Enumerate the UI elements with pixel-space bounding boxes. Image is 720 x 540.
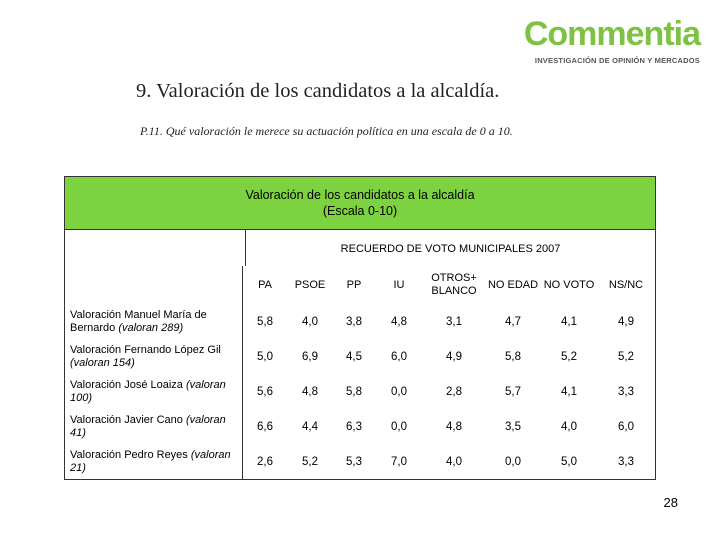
question-text: P.11. Qué valoración le merece su actuación política en una escala de 0 a 10. xyxy=(140,124,513,138)
table-cell: 4,4 xyxy=(302,420,318,433)
page-number: 28 xyxy=(663,495,678,510)
row-label-sample: (valoran 100) xyxy=(70,378,226,404)
table-cell: 4,8 xyxy=(446,420,462,433)
table-cell: 7,0 xyxy=(391,455,407,468)
table-cell: 2,8 xyxy=(446,385,462,398)
table-body xyxy=(65,266,655,479)
column-header: PA xyxy=(258,278,272,291)
table-cell: 4,0 xyxy=(561,420,577,433)
table-cell: 5,2 xyxy=(561,350,577,363)
page-title: 9. Valoración de los candidatos a la alcaldía. xyxy=(136,80,500,102)
logo-tagline: INVESTIGACIÓN DE OPINIÓN Y MERCADOS xyxy=(534,56,700,65)
table-cell: 0,0 xyxy=(505,455,521,468)
row-label-text: Valoración Manuel María de Bernardo xyxy=(70,308,207,334)
table-cell: 4,9 xyxy=(618,315,634,328)
table-header xyxy=(65,177,655,230)
row-label xyxy=(65,339,242,374)
table-title: Valoración de los candidatos a la alcaldía xyxy=(245,188,475,202)
row-label-text: Valoración Javier Cano xyxy=(70,413,186,426)
table-cell: 5,8 xyxy=(257,315,273,328)
row-label xyxy=(65,409,242,444)
table-cell: 5,3 xyxy=(346,455,362,468)
table-cell: 4,5 xyxy=(346,350,362,363)
column-header-row xyxy=(243,266,655,304)
column-header: PSOE xyxy=(294,278,326,291)
ratings-table xyxy=(64,176,656,480)
table-cell: 6,3 xyxy=(346,420,362,433)
table-cell: 5,2 xyxy=(618,350,634,363)
table-cell: 4,1 xyxy=(561,385,577,398)
table-cell: 3,3 xyxy=(618,455,634,468)
table-cell: 6,0 xyxy=(391,350,407,363)
table-cell: 4,0 xyxy=(446,455,462,468)
row-label xyxy=(65,374,242,409)
table-cell: 5,8 xyxy=(505,350,521,363)
table-cell: 0,0 xyxy=(391,385,407,398)
table-scale: (Escala 0-10) xyxy=(322,204,398,218)
row-label xyxy=(65,444,242,479)
company-logo xyxy=(524,14,700,65)
row-label-text: Valoración Fernando López Gil xyxy=(70,343,221,356)
table-cell: 2,6 xyxy=(257,455,273,468)
column-header: IU xyxy=(393,278,405,291)
table-cell: 5,7 xyxy=(505,385,521,398)
table-cell: 5,0 xyxy=(257,350,273,363)
row-label xyxy=(65,304,242,339)
table-cell: 4,7 xyxy=(505,315,521,328)
table-cell: 4,1 xyxy=(561,315,577,328)
table-cell: 3,3 xyxy=(618,385,634,398)
table-cell: 3,5 xyxy=(505,420,521,433)
table-row xyxy=(243,374,655,409)
table-cell: 4,9 xyxy=(446,350,462,363)
row-label-sample: (valoran 41) xyxy=(70,413,226,439)
table-row xyxy=(243,304,655,339)
logo-wordmark: Commentia xyxy=(523,15,700,53)
row-label-text: Valoración Pedro Reyes xyxy=(70,448,191,461)
table-cell: 6,6 xyxy=(257,420,273,433)
group-header-row xyxy=(65,230,655,266)
table-cell: 3,1 xyxy=(446,315,462,328)
column-header: PP xyxy=(346,278,362,291)
table-cell: 4,8 xyxy=(302,385,318,398)
table-cell: 6,9 xyxy=(302,350,318,363)
column-header: NO VOTO xyxy=(543,278,595,291)
row-label-sample: (valoran 154) xyxy=(70,356,135,369)
table-row xyxy=(243,339,655,374)
table-cell: 5,0 xyxy=(561,455,577,468)
table-cell: 6,0 xyxy=(618,420,634,433)
group-label: RECUERDO DE VOTO MUNICIPALES 2007 xyxy=(245,230,655,266)
table-cell: 5,6 xyxy=(257,385,273,398)
row-label-text: Valoración José Loaiza xyxy=(70,378,186,391)
column-header: NO EDAD xyxy=(487,278,539,291)
row-label-sample: (valoran 21) xyxy=(70,448,231,474)
table-cell: 3,8 xyxy=(346,315,362,328)
table-cell: 4,0 xyxy=(302,315,318,328)
column-header: OTROS+ BLANCO xyxy=(431,272,477,297)
table-cell: 5,8 xyxy=(346,385,362,398)
column-header: NS/NC xyxy=(608,278,644,291)
table-cell: 0,0 xyxy=(391,420,407,433)
table-row xyxy=(243,409,655,444)
row-label-sample: (valoran 289) xyxy=(118,321,184,334)
values-area xyxy=(242,266,655,479)
table-cell: 5,2 xyxy=(302,455,318,468)
table-cell: 4,8 xyxy=(391,315,407,328)
row-labels-column xyxy=(65,266,242,479)
table-row xyxy=(243,444,655,479)
